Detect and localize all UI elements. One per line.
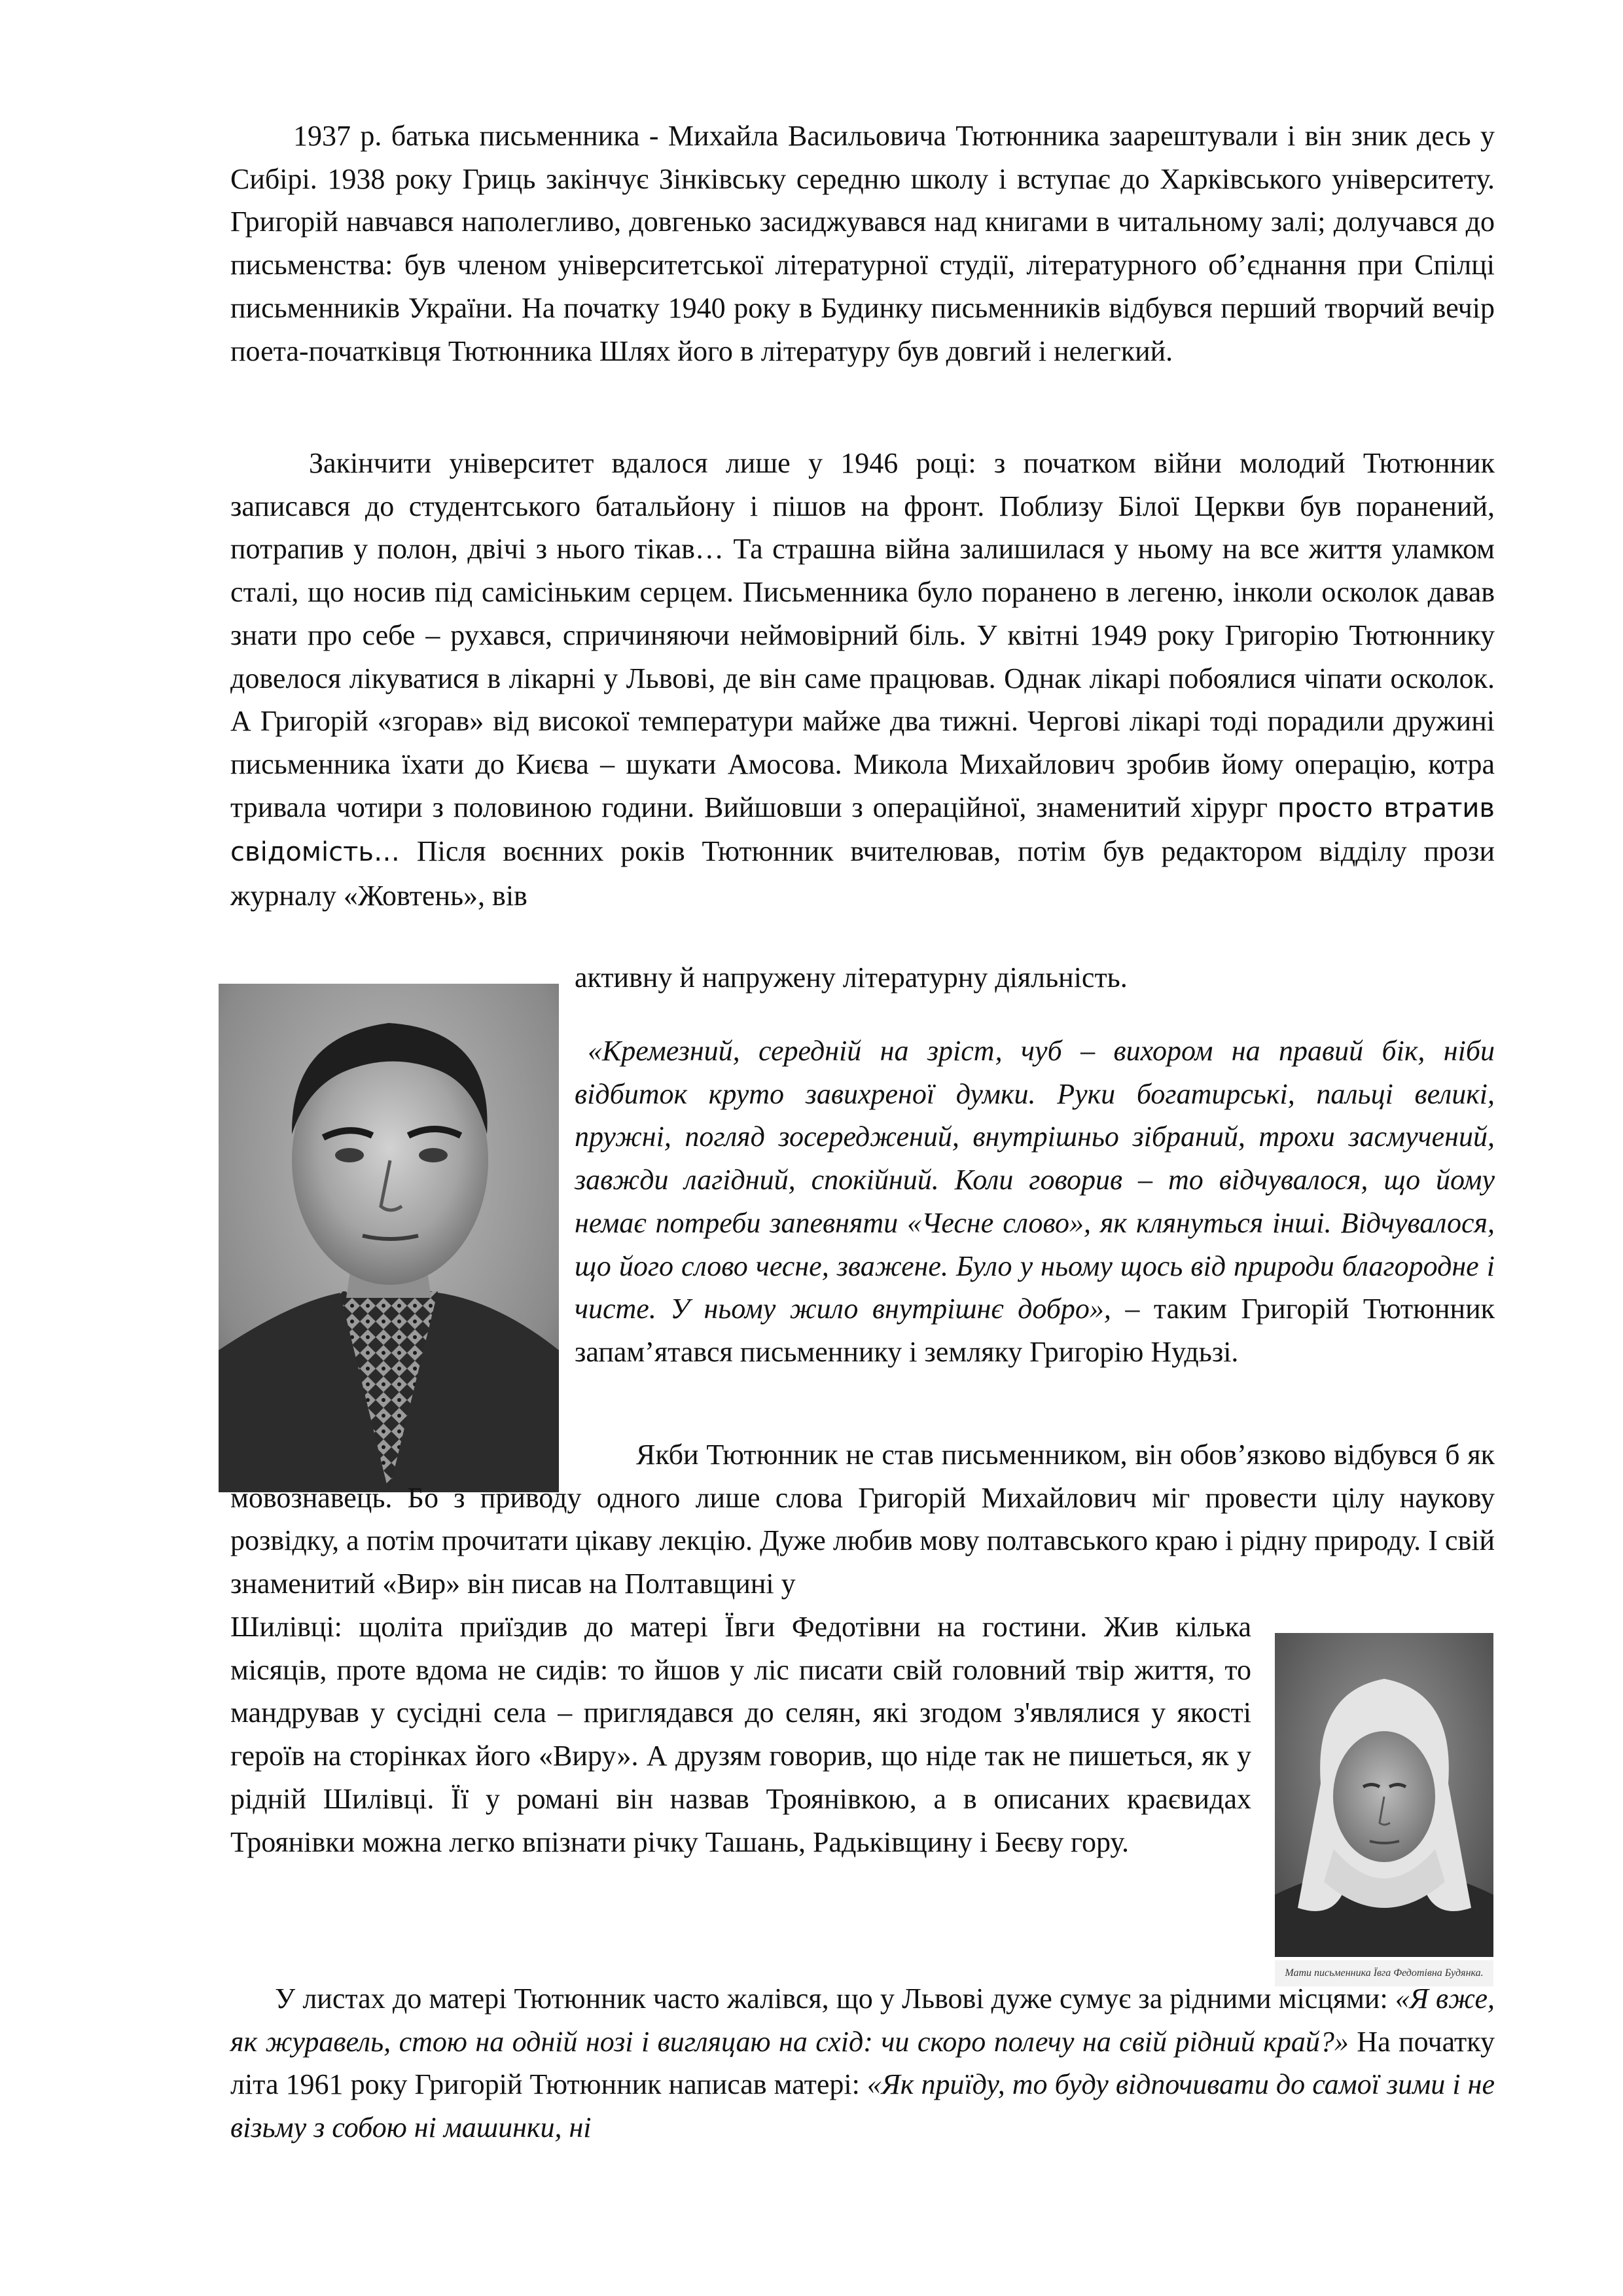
paragraph-2-continuation: Після воєнних років Тютюнник вчителював, потім був редактором відділу прози журналу «Жовтень», вів bbox=[230, 835, 1495, 912]
mother-portrait-image bbox=[1275, 1633, 1493, 1957]
paragraph-4-continuation: На початку літа 1961 року Григорій Тютюнник написав матері: bbox=[230, 2025, 1495, 2101]
paragraph-3 bbox=[230, 1433, 1495, 1605]
paragraph-4-letter-quote-2: «Як приїду, то буду відпочивати до самої зими і не візьму з собою ні машинки, ні bbox=[230, 2068, 1495, 2144]
paragraph-3-text: Якби Тютюнник не став письменником, він обов’язково відбувся б як мовознавець. Бо з приводу одного лише слова Григорій Михайлович міг провести цілу наукову розвідку, а потім прочитати цікаву лекцію. Дуже любив мову полтавського краю і рідну природу. І свій знаменитий «Вир» він писав на Полтавщині у bbox=[230, 1439, 1495, 1600]
paragraph-2-tail: активну й напружену літературну діяльність. bbox=[575, 961, 1128, 994]
paragraph-4 bbox=[230, 1977, 1495, 2149]
memoir-quote-attribution: – таким Григорій Тютюнник запам’ятався письменнику і земляку Григорію Нудьзі. bbox=[575, 1293, 1495, 1368]
mother-photo-caption: Мати письменника Ївга Федотівна Будянка. bbox=[1275, 1960, 1493, 1986]
writer-portrait-photo bbox=[219, 984, 559, 1492]
paragraph-1 bbox=[230, 115, 1495, 372]
memoir-quote bbox=[575, 1030, 1495, 1374]
paragraph-2-text: Закінчити університет вдалося лише у 1946 році: з початком війни молодий Тютюнник записався до студентського батальйону і пішов на фронт. Поблизу Білої Церкви був поранений, потрапив у полон, двічі з нього тікав… Та страшна війна залишилася у ньому на все життя уламком сталі, що носив під самісіньким серцем. Письменника було поранено в легеню, інколи осколок давав знати про себе – рухався, спричиняючи неймовірний біль. У квітні 1949 року Григорію Тютюннику довелося лікуватися в лікарні у Львові, де він саме працював. Однак лікарі побоялися чіпати осколок. А Григорій «згорав» від високої температури майже два тижні. Чергові лікарі тоді порадили дружині письменника їхати до Києва – шукати Амосова. Микола Михайлович зробив йому операцію, котра тривала чотири з половиною години. Вийшовши з операційної, знаменитий хірург bbox=[230, 447, 1495, 823]
mother-portrait-photo bbox=[1275, 1633, 1493, 1957]
paragraph-2-sans-fragment: просто втратив свідомість… bbox=[230, 793, 1495, 868]
paragraph-4-text: У листах до матері Тютюнник часто жалівся, що у Львові дуже сумує за рідними місцями: bbox=[275, 1982, 1388, 2015]
writer-portrait-image bbox=[219, 984, 559, 1492]
paragraph-4-letter-quote-1: «Я вже, як журавель, стою на одній нозі і вигляцаю на схід: чи скоро полечу на свій рідний край?» bbox=[230, 1982, 1495, 2058]
paragraph-3-continuation: Шилівці: щоліта приїздив до матері Ївги Федотівни на гостини. Жив кілька місяців, проте вдома не сидів: то йшов у ліс писати свій головний твір життя, то мандрував у сусідні села – приглядався до селян, які згодом з'являлися у якості героїв на сторінках його «Виру». А друзям говорив, що ніде так не пишеться, як у рідній Шилівці. Її у романі він назвав Троянівкою, а в описаних краєвидах Троянівки можна легко впізнати річку Ташань, Радьківщину і Беєву гору. bbox=[230, 1611, 1251, 1858]
paragraph-1-text: 1937 р. батька письменника - Михайла Васильовича Тютюнника заарештували і він зник десь у Сибірі. 1938 року Гриць закінчує Зінківську середню школу і вступає до Харківського університету. Григорій навчався наполегливо, довгенько засиджувався над книгами в читальному залі; долучався до письменства: був членом університетської літературної студії, літературного об’єднання при Спілці письменників України. На початку 1940 року в Будинку письменників відбувся перший творчий вечір поета-початківця Тютюнника Шлях його в літературу був довгий і нелегкий. bbox=[230, 120, 1495, 367]
paragraph-2 bbox=[230, 442, 1495, 918]
memoir-quote-italic: «Кремезний, середній на зріст, чуб – вихором на правий бік, ніби відбиток круто завихреної думки. Руки богатирські, пальці великі, пружні, погляд зосереджений, внутрішньо зібраний, трохи засмучений, завжди лагідний, спокійний. Коли говорив – то відчувалося, що йому немає потреби запевняти «Чесне слово», як клянуться інші. Відчувалося, що його слово чесне, зважене. Було у ньому щось від природи благородне і чисте. У ньому жило внутрішнє добро», bbox=[575, 1035, 1495, 1325]
